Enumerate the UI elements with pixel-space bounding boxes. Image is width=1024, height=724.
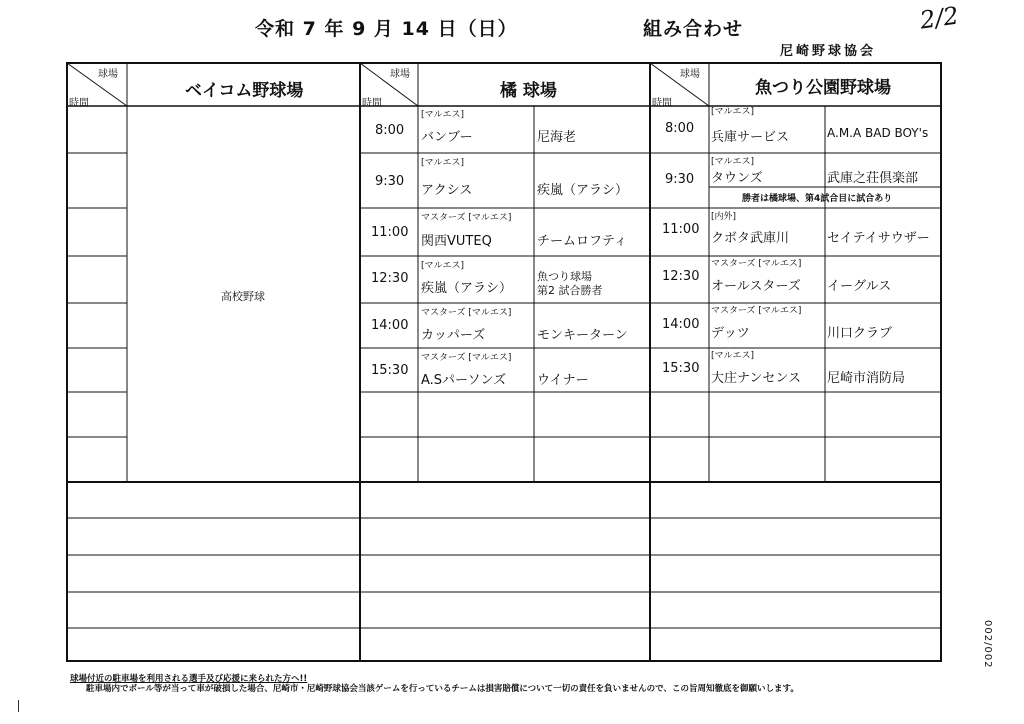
paycom-note: 高校野球 (221, 290, 265, 303)
game-time: 12:30 (371, 271, 409, 286)
advance-note: 勝者は橘球場、第4試合目に試合あり (742, 194, 893, 204)
team-away: 川口クラブ (827, 326, 893, 341)
game-time: 15:30 (371, 363, 409, 378)
team-home: クボタ武庫川 (711, 231, 790, 246)
league-tag: [マルエス] (711, 107, 755, 117)
scan-mark (18, 700, 19, 712)
league-tag: [マルエス] (421, 110, 465, 120)
team-home: タウンズ (711, 171, 763, 186)
game-time: 8:00 (375, 123, 405, 138)
league-tag: [マルエス] (421, 158, 465, 168)
team-home: 兵庫サービス (711, 130, 790, 145)
league-tag: マスターズ [マルエス] (421, 308, 512, 318)
team-away: モンキーターン (537, 328, 628, 343)
game-time: 9:30 (375, 174, 405, 189)
game-time: 14:00 (662, 317, 700, 332)
game-time: 8:00 (665, 121, 695, 136)
team-away: 尼海老 (537, 130, 577, 145)
team-away: A.M.A BAD BOY's (827, 126, 929, 140)
team-away: ウイナー (537, 373, 589, 388)
team-away: 尼崎市消防局 (827, 371, 906, 386)
game-time: 14:00 (371, 318, 409, 333)
team-away: 疾嵐（アラシ） (537, 183, 629, 198)
fax-page-indicator: 002/002 (982, 620, 993, 669)
team-home: アクシス (421, 183, 473, 198)
title-date: 令和 7 年 9 月 14 日（日） (255, 18, 518, 40)
title-matchups: 組み合わせ (643, 18, 744, 40)
game-time: 12:30 (662, 269, 700, 284)
team-home: カッパーズ (421, 328, 486, 343)
time-label: 時間 (362, 98, 382, 109)
team-away: 武庫之荘倶楽部 (827, 171, 919, 186)
venue-tachibana-name: 橘 球場 (500, 81, 557, 101)
team-away: チームロフティ (537, 234, 627, 249)
league-tag: マスターズ [マルエス] (711, 306, 802, 316)
league-tag: [内外] (711, 212, 737, 222)
team-away-line2: 第2 試合勝者 (537, 284, 603, 297)
handwritten-page-mark: 2/2 (918, 1, 961, 35)
league-tag: [マルエス] (711, 157, 755, 167)
time-label: 時間 (69, 98, 89, 109)
team-away-line1: 魚つり球場 (537, 270, 592, 283)
team-away: イーグルス (827, 279, 892, 294)
team-home: 疾嵐（アラシ） (421, 281, 513, 296)
league-tag: [マルエス] (421, 261, 465, 271)
team-home: デッツ (711, 326, 750, 341)
parking-notice-body: 駐車場内でボール等が当って車が破損した場合、尼崎市・尼崎野球協会当該ゲームを行っているチームは損害賠償について一切の責任を負いませんので、この旨周知徹底を御願いします。 (86, 684, 799, 694)
field-label: 球場 (680, 69, 700, 80)
parking-notice-heading: 球場付近の駐車場を利用される選手及び応援に来られた方へ!! (70, 674, 308, 684)
field-label: 球場 (390, 69, 410, 80)
game-time: 9:30 (665, 172, 695, 187)
team-away: セイテイサウザー (827, 231, 930, 246)
time-label: 時間 (652, 98, 672, 109)
venue-uotsuri-name: 魚つり公園野球場 (755, 78, 891, 98)
team-home: オールスターズ (711, 279, 801, 294)
team-home: 大庄ナンセンス (711, 371, 801, 386)
game-time: 11:00 (662, 222, 700, 237)
association-name: 尼崎野球協会 (780, 44, 877, 59)
team-home: バンブー (421, 130, 473, 145)
league-tag: マスターズ [マルエス] (711, 259, 802, 269)
venue-paycom-name: ベイコム野球場 (185, 81, 304, 101)
game-time: 11:00 (371, 225, 409, 240)
team-home: A.Sパーソンズ (421, 373, 507, 388)
game-time: 15:30 (662, 361, 700, 376)
team-home: 関西VUTEQ (421, 234, 492, 249)
league-tag: [マルエス] (711, 351, 755, 361)
league-tag: マスターズ [マルエス] (421, 213, 512, 223)
league-tag: マスターズ [マルエス] (421, 353, 512, 363)
field-label: 球場 (98, 69, 118, 80)
